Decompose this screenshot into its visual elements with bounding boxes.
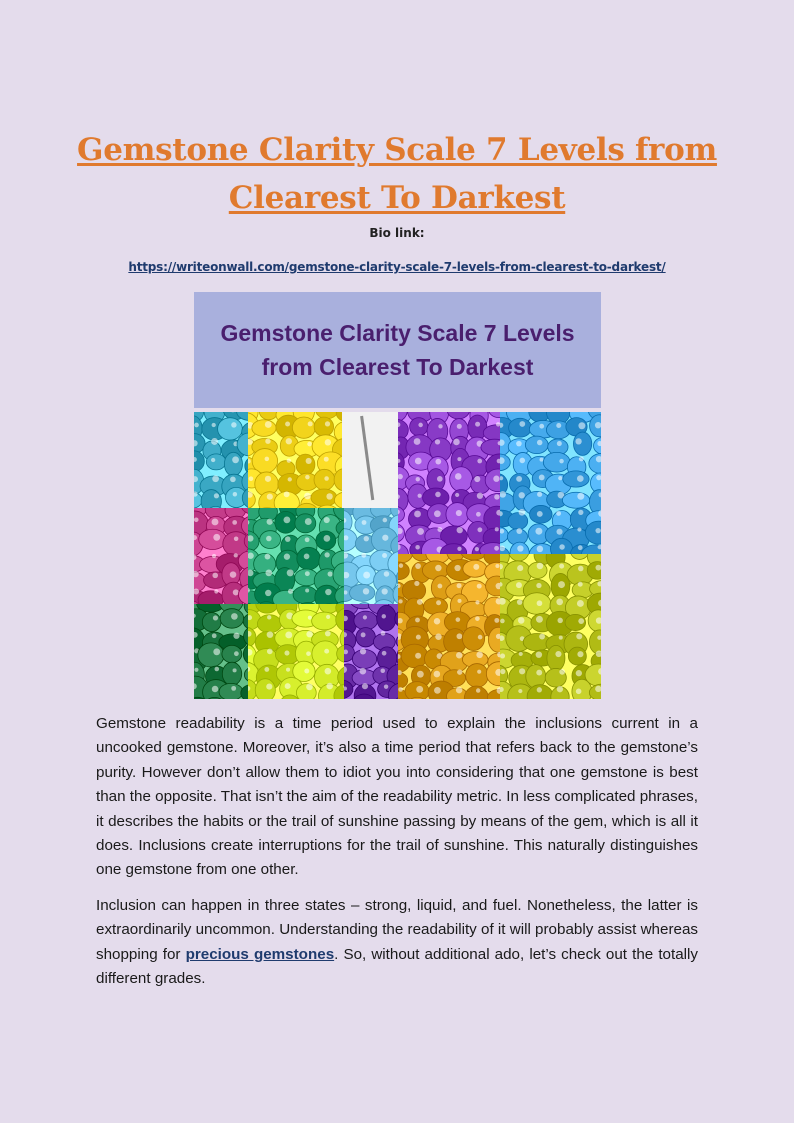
purple-gems-tile <box>398 412 500 554</box>
intro-paragraph: Gemstone readability is a time period used to explain the inclusions current in a uncooked gemstone. Moreover, it’s also a time period that refers back to the gemstone’s purity. However don’t allow them to idiot you into considering that one gemstone is best than the opposite. That isn’t the aim of the readability metric. In less complicated phrases, it describes the habits or the trail of sunshine passing by means of the gem, which is all it does. Inclusions create interruptions for the trail of sunshine. This naturally distinguishes one gemstone from one other. <box>96 715 698 879</box>
amber-gems-tile <box>398 554 500 699</box>
banner-title-line-1: Gemstone Clarity Scale 7 Levels <box>220 320 575 346</box>
inclusion-paragraph <box>96 894 698 992</box>
aqua-gems-tile <box>194 412 248 508</box>
olive-gems-tile <box>500 554 601 699</box>
gemstone-collage <box>194 412 601 699</box>
light-blue-gems-tile <box>344 508 398 604</box>
banner-title-line-2: from Clearest To Darkest <box>261 354 534 380</box>
green-gems-tile <box>248 508 344 604</box>
page-title[interactable]: Gemstone Clarity Scale 7 Levels from Clearest To Darkest <box>77 132 717 216</box>
violet-gems-tile <box>344 604 398 699</box>
dark-green-gems-tile <box>194 604 248 699</box>
bio-link-url[interactable]: https://writeonwall.com/gemstone-clarity-scale-7-levels-from-clearest-to-darkest/ <box>128 260 666 274</box>
tool-tile <box>342 412 398 508</box>
yellow-gems-tile <box>248 412 342 508</box>
inclusion-text-after: . So, without additional ado, let’s check out the totally different grades. <box>96 945 698 988</box>
pink-gems-tile <box>194 508 248 604</box>
precious-gemstones-link[interactable]: precious gemstones <box>185 945 335 963</box>
banner <box>194 292 601 408</box>
banner-title <box>220 316 574 384</box>
inclusion-text-before: Inclusion can happen in three states – strong, liquid, and fuel. Nonetheless, the latter is extraordinarily uncommon. Understanding the readability of it will probably assist whereas shopping for <box>96 897 698 963</box>
bio-link-label: Bio link: <box>369 226 425 240</box>
lime-gems-tile <box>248 604 344 699</box>
blue-gems-tile <box>500 412 601 554</box>
